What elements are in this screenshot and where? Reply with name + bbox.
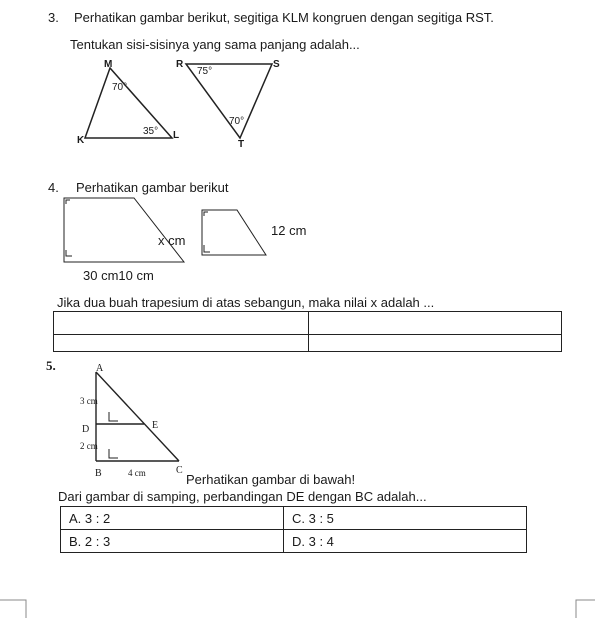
- q3-instruction: Tentukan sisi-sisinya yang sama panjang adalah...: [70, 37, 360, 52]
- label-t: T: [238, 139, 245, 150]
- angle-m: 70°: [112, 82, 128, 93]
- q4-number: 4.: [48, 180, 59, 195]
- angle-l: 35°: [143, 126, 159, 137]
- option-c[interactable]: C. 3 : 5: [284, 507, 527, 530]
- label-ad: 3 cm: [80, 396, 98, 406]
- q4-cell: [309, 312, 562, 335]
- label-c: C: [176, 465, 183, 476]
- angle-r: 75°: [197, 66, 213, 77]
- option-a[interactable]: A. 3 : 2: [61, 507, 284, 530]
- q4-label-12: 12 cm: [271, 223, 307, 238]
- label-bc: 4 cm: [128, 468, 146, 478]
- angle-t: 70°: [229, 116, 245, 127]
- q4-answer-grid: [53, 311, 562, 352]
- q4-text: Perhatikan gambar berikut: [76, 180, 229, 195]
- label-b: B: [95, 468, 102, 479]
- label-r: R: [176, 59, 184, 70]
- option-b[interactable]: B. 2 : 3: [61, 530, 284, 553]
- q4-label-x: x cm: [158, 233, 186, 248]
- label-e: E: [152, 420, 159, 431]
- q5-number: 5.: [46, 358, 56, 373]
- q5-prompt: Perhatikan gambar di bawah!: [186, 472, 356, 487]
- label-k: K: [77, 135, 85, 146]
- page-corner-marks: [0, 595, 595, 625]
- q3-triangles: [0, 0, 595, 160]
- trapezoid-small: [202, 210, 266, 255]
- q5-options: [60, 506, 527, 553]
- label-d: D: [82, 424, 90, 435]
- trapezoid-large: [64, 198, 184, 262]
- q4-question: Jika dua buah trapesium di atas sebangun, maka nilai x adalah ...: [57, 295, 435, 310]
- label-s: S: [273, 59, 280, 70]
- q4-cell: [54, 312, 309, 335]
- q3-number: 3.: [48, 10, 59, 25]
- label-l: L: [173, 130, 180, 141]
- label-a: A: [96, 363, 104, 374]
- q3-text: Perhatikan gambar berikut, segitiga KLM kongruen dengan segitiga RST.: [74, 10, 494, 25]
- q4-cell: [54, 335, 309, 352]
- q4-bottom-label: 30 cm10 cm: [83, 268, 154, 283]
- label-m: M: [104, 59, 113, 70]
- q5-figure: [0, 360, 200, 500]
- q4-cell: [309, 335, 562, 352]
- triangle-klm: [85, 68, 172, 138]
- q5-question: Dari gambar di samping, perbandingan DE dengan BC adalah...: [58, 489, 427, 504]
- option-d[interactable]: D. 3 : 4: [284, 530, 527, 553]
- label-db: 2 cm: [80, 441, 98, 451]
